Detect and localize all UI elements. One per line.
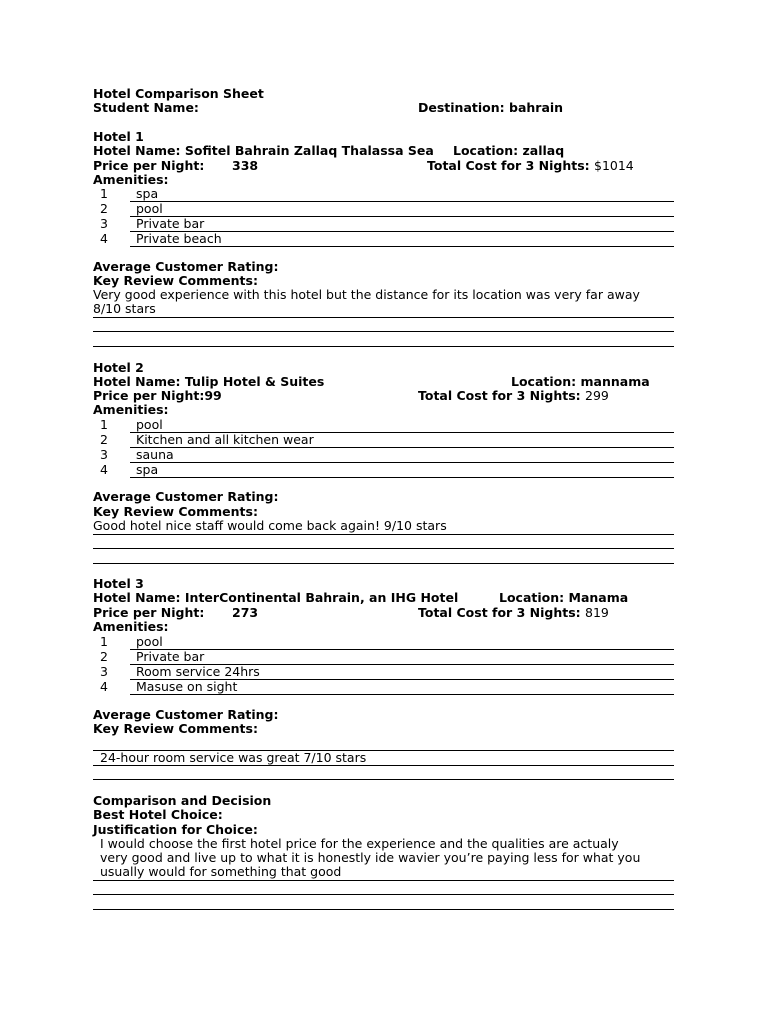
- amenity-number: 1: [100, 634, 108, 649]
- justification-label: Justification for Choice:: [93, 822, 258, 837]
- hotel-1-price-label: Price per Night:: [93, 158, 205, 173]
- hotel-1-amenities-label: Amenities:: [93, 172, 169, 187]
- best-hotel-label: Best Hotel Choice:: [93, 807, 223, 822]
- hotel-2-name-label: Hotel Name:: [93, 374, 181, 389]
- hotel-3-rating-label: Average Customer Rating:: [93, 707, 279, 722]
- hotel-3-location-label: Location:: [499, 590, 565, 605]
- amenity-number: 4: [100, 679, 108, 694]
- hotel-3-location-value: Manama: [568, 590, 629, 605]
- hotel-1-review-line: [93, 317, 674, 318]
- hotel-2-rating-label: Average Customer Rating:: [93, 489, 279, 504]
- amenity-text: Private bar: [136, 216, 205, 231]
- hotel-3-total-label: Total Cost for 3 Nights:: [418, 605, 581, 620]
- justification-line: [93, 880, 674, 881]
- hotel-1-amenity-row: [93, 187, 674, 202]
- hotel-2-heading: Hotel 2: [93, 360, 144, 375]
- sheet-title: Hotel Comparison Sheet: [93, 86, 264, 101]
- hotel-1-location-label: Location:: [453, 143, 519, 158]
- hotel-1-total-label: Total Cost for 3 Nights:: [427, 158, 590, 173]
- amenity-text: pool: [136, 201, 163, 216]
- hotel-3-heading: Hotel 3: [93, 576, 144, 591]
- hotel-1-price-value: 338: [232, 158, 259, 173]
- hotel-1-amenity-row: [93, 202, 674, 217]
- amenity-text: Kitchen and all kitchen wear: [136, 432, 314, 447]
- hotel-3-review-line: [93, 779, 674, 780]
- hotel-3-review-text: 24-hour room service was great 7/10 stars: [100, 750, 367, 765]
- hotel-1-review-text: Very good experience with this hotel but the distance for its location was very far away: [93, 287, 640, 302]
- amenity-number: 3: [100, 216, 108, 231]
- hotel-3-name-value: InterContinental Bahrain, an IHG Hotel: [184, 590, 459, 605]
- hotel-2-price-label: Price per Night:: [93, 388, 205, 403]
- amenity-number: 2: [100, 201, 108, 216]
- hotel-2-amenity-row: [93, 463, 674, 478]
- hotel-3-amenities-label: Amenities:: [93, 619, 169, 634]
- amenity-number: 3: [100, 664, 108, 679]
- hotel-3-location-field: [499, 591, 628, 606]
- hotel-1-review-label: Key Review Comments:: [93, 273, 258, 288]
- hotel-1-rating-label: Average Customer Rating:: [93, 259, 279, 274]
- amenity-number: 2: [100, 432, 108, 447]
- amenity-number: 4: [100, 462, 108, 477]
- amenity-number: 4: [100, 231, 108, 246]
- hotel-2-review-label: Key Review Comments:: [93, 504, 258, 519]
- hotel-2-total-label: Total Cost for 3 Nights:: [418, 388, 581, 403]
- hotel-2-name-value: Tulip Hotel & Suites: [184, 374, 325, 389]
- justification-text-line-2: very good and live up to what it is honestly ide wavier you’re paying less for what you: [100, 850, 641, 865]
- hotel-3-amenity-row: [93, 650, 674, 665]
- hotel-2-location-value: mannama: [580, 374, 650, 389]
- hotel-3-amenity-row: [93, 635, 674, 650]
- amenity-number: 3: [100, 447, 108, 462]
- hotel-2-review-line: [93, 548, 674, 549]
- hotel-3-price-value: 273: [232, 605, 259, 620]
- hotel-3-review-line: [93, 765, 674, 766]
- justification-line: [93, 894, 674, 895]
- destination-label: Destination:: [418, 100, 505, 115]
- amenity-number: 1: [100, 186, 108, 201]
- amenity-underline: [130, 246, 674, 247]
- amenity-text: pool: [136, 634, 163, 649]
- amenity-text: pool: [136, 417, 163, 432]
- hotel-2-price-value: 99: [204, 388, 222, 403]
- amenity-text: spa: [136, 186, 159, 201]
- amenity-number: 1: [100, 417, 108, 432]
- hotel-1-name-label: Hotel Name:: [93, 143, 181, 158]
- justification-line: [93, 909, 674, 910]
- amenity-text: Masuse on sight: [136, 679, 238, 694]
- amenity-text: spa: [136, 462, 159, 477]
- hotel-2-review-text: Good hotel nice staff would come back again! 9/10 stars: [93, 518, 447, 533]
- amenity-text: Room service 24hrs: [136, 664, 260, 679]
- amenity-text: sauna: [136, 447, 174, 462]
- hotel-3-total-field: [418, 606, 609, 621]
- destination-field: [418, 101, 563, 116]
- hotel-2-amenities-label: Amenities:: [93, 402, 169, 417]
- hotel-3-total-value: 819: [585, 605, 609, 620]
- hotel-2-total-field: [418, 389, 609, 404]
- justification-text-line-3: usually would for something that good: [100, 864, 342, 879]
- hotel-2-amenity-row: [93, 433, 674, 448]
- hotel-1-location-value: zallaq: [522, 143, 565, 158]
- hotel-2-total-value: 299: [585, 388, 609, 403]
- hotel-1-total-value: $1014: [594, 158, 634, 173]
- student-name-label: Student Name:: [93, 100, 199, 115]
- hotel-1-amenity-row: [93, 217, 674, 232]
- hotel-2-review-line: [93, 534, 674, 535]
- hotel-1-review-line: [93, 331, 674, 332]
- hotel-2-review-line: [93, 563, 674, 564]
- hotel-1-amenity-row: [93, 232, 674, 247]
- hotel-1-review-line: [93, 346, 674, 347]
- hotel-3-name-label: Hotel Name:: [93, 590, 181, 605]
- hotel-1-heading: Hotel 1: [93, 129, 144, 144]
- hotel-3-name-field: [93, 591, 458, 606]
- hotel-1-name-value: Sofitel Bahrain Zallaq Thalassa Sea: [184, 143, 434, 158]
- hotel-3-amenity-row: [93, 680, 674, 695]
- destination-value: bahrain: [509, 100, 564, 115]
- hotel-3-review-label: Key Review Comments:: [93, 721, 258, 736]
- hotel-2-amenity-row: [93, 418, 674, 433]
- hotel-3-price-label: Price per Night:: [93, 605, 205, 620]
- hotel-1-location-field: [453, 144, 564, 159]
- hotel-3-amenity-row: [93, 665, 674, 680]
- amenity-text: Private beach: [136, 231, 222, 246]
- hotel-1-total-field: [427, 159, 634, 174]
- hotel-2-amenity-row: [93, 448, 674, 463]
- decision-heading: Comparison and Decision: [93, 793, 272, 808]
- amenity-underline: [130, 694, 674, 695]
- amenity-underline: [130, 477, 674, 478]
- hotel-1-review-text-cont: 8/10 stars: [93, 301, 156, 316]
- amenity-number: 2: [100, 649, 108, 664]
- hotel-2-location-label: Location:: [511, 374, 577, 389]
- justification-text-line-1: I would choose the first hotel price for the experience and the qualities are actualy: [100, 836, 619, 851]
- hotel-1-name-field: [93, 144, 434, 159]
- amenity-text: Private bar: [136, 649, 205, 664]
